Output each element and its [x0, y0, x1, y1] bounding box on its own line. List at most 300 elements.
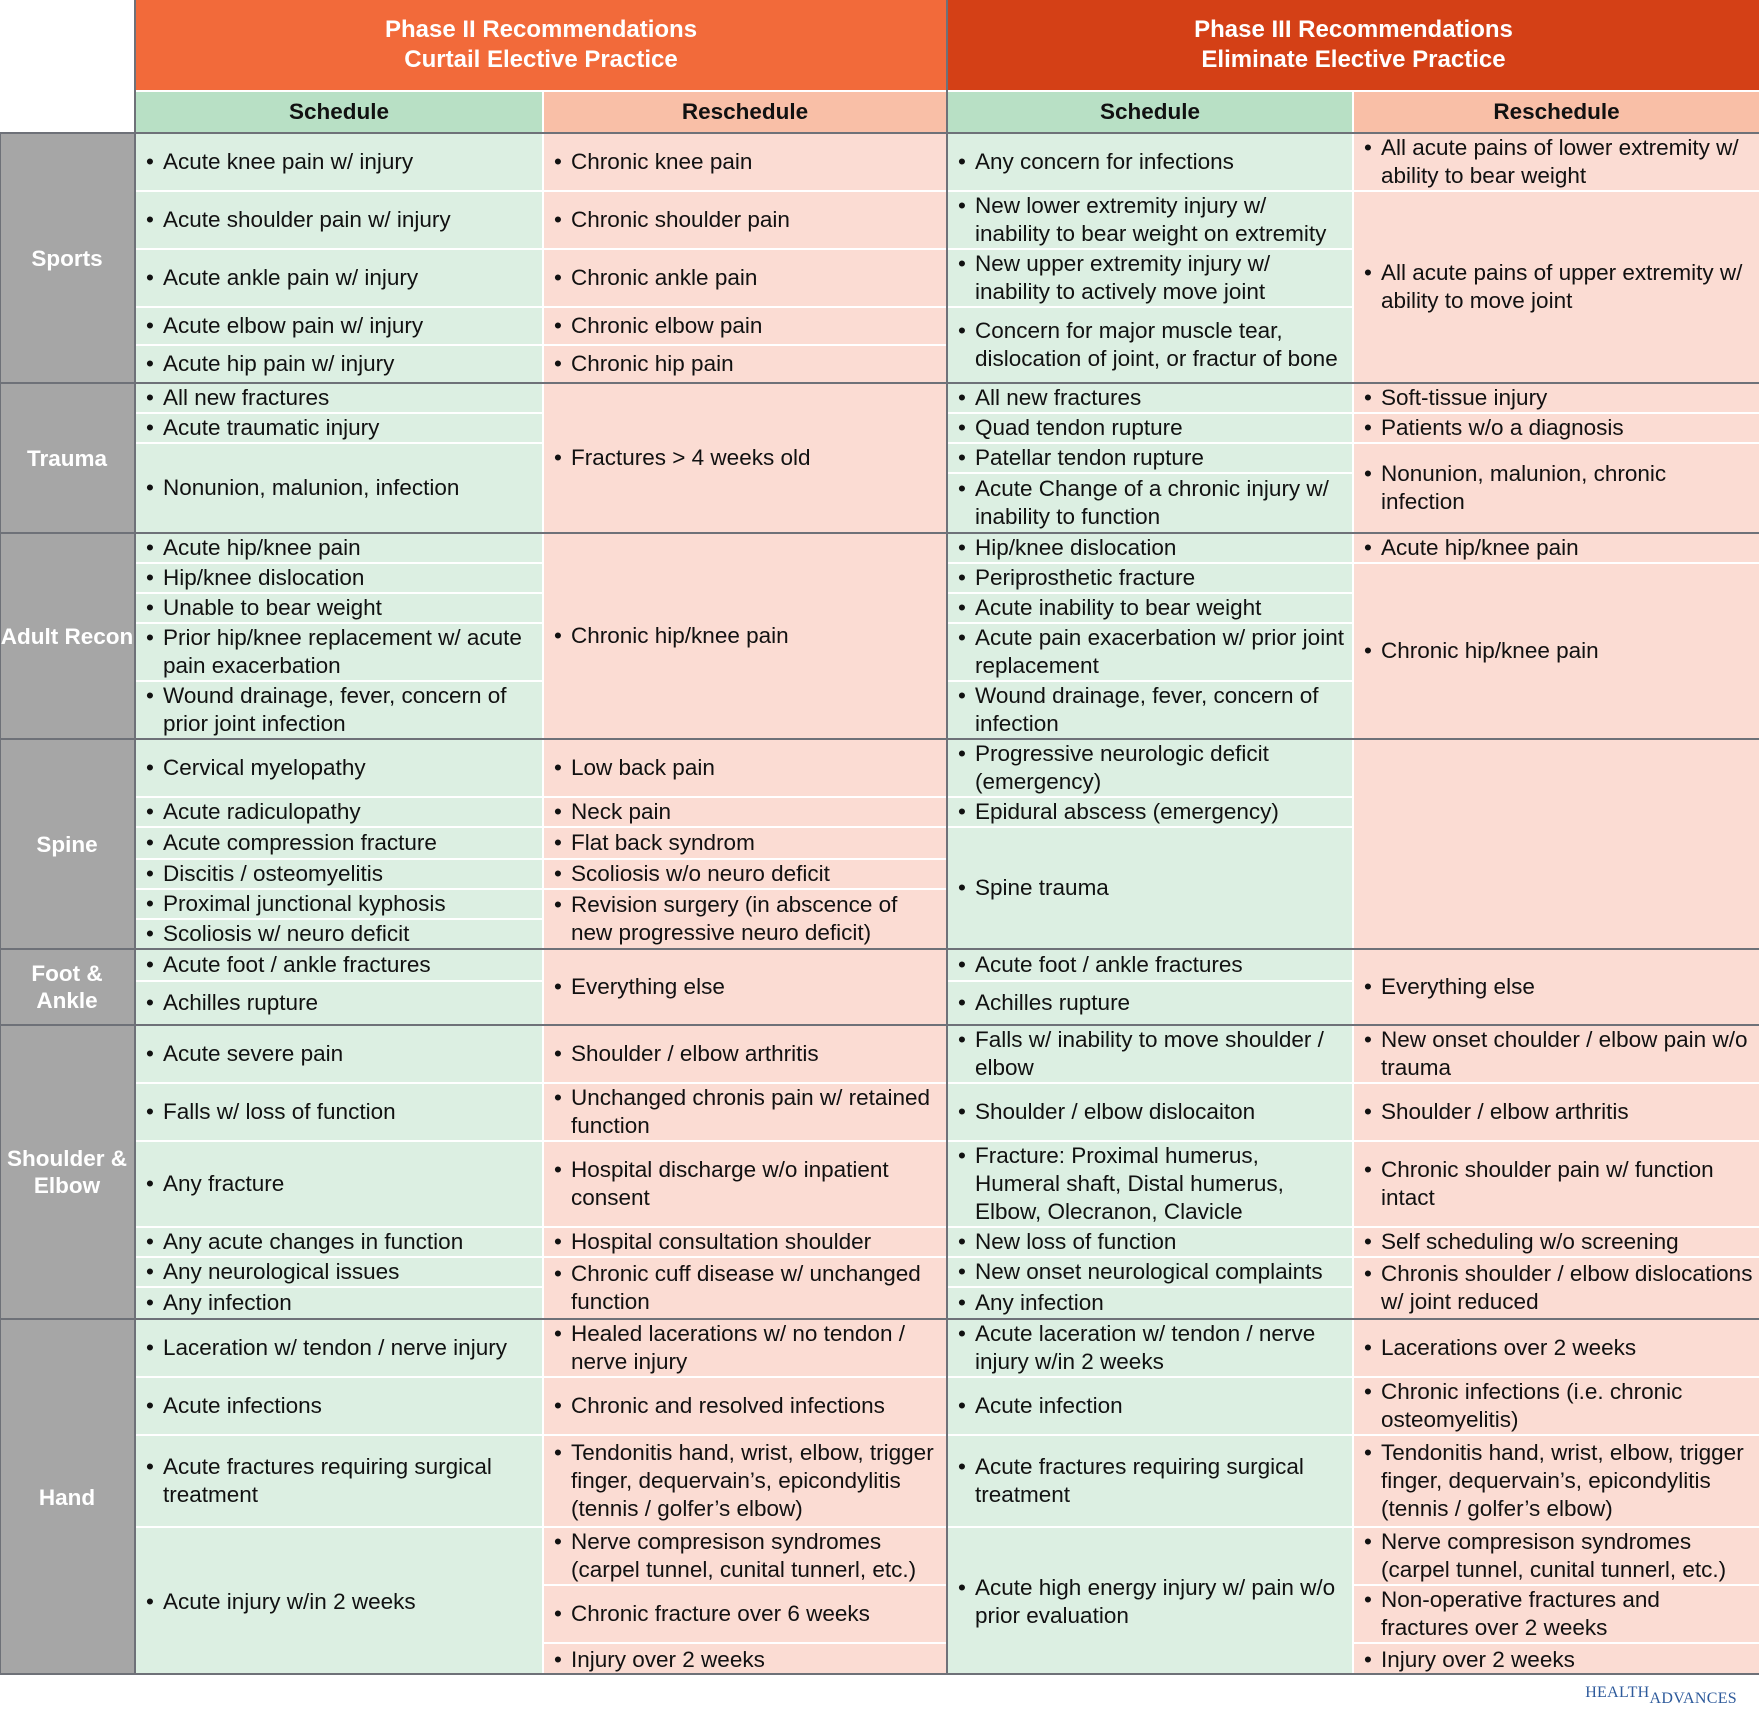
- trauma-p3r-cell: [1354, 444, 1759, 532]
- bullet: •: [554, 265, 562, 290]
- category-label: Sports: [0, 134, 134, 382]
- trauma-p2r-cell: [544, 384, 946, 532]
- bullet: •: [958, 149, 966, 174]
- bullet: •: [146, 1454, 154, 1479]
- bullet: •: [958, 952, 966, 977]
- hand-p2s-cell: [136, 1528, 542, 1675]
- item-text: Chronis shoulder / elbow dislocations w/ joint reduced: [1381, 1261, 1753, 1314]
- bullet: •: [146, 595, 154, 620]
- item-text: Discitis / osteomyelitis: [163, 861, 384, 886]
- foot-p2r-cell: [544, 950, 946, 1024]
- item-text: Any infection: [975, 1290, 1104, 1315]
- bullet: •: [146, 207, 154, 232]
- item-text: Nonunion, malunion, chronic infection: [1381, 461, 1667, 514]
- phase3-reschedule-header: Reschedule: [1354, 92, 1759, 132]
- item-text: Acute ankle pain w/ injury: [163, 265, 419, 290]
- bullet: •: [146, 1229, 154, 1254]
- item-text: Falls w/ loss of function: [163, 1099, 396, 1124]
- item-text: Acute traumatic injury: [163, 415, 380, 440]
- item-text: Epidural abscess (emergency): [975, 799, 1279, 824]
- sports-p3r-cell: [1354, 134, 1759, 190]
- foot-p3r-cell: [1354, 950, 1759, 1024]
- hand-p3r-cell: [1354, 1644, 1759, 1675]
- bullet: •: [958, 990, 966, 1015]
- hand-p2r-cell: [544, 1644, 946, 1675]
- sports-p2r-cell: [544, 346, 946, 382]
- item-text: Soft-tissue injury: [1381, 385, 1548, 410]
- recon-p2s-cell: [136, 624, 542, 680]
- phase3-title: Phase III Recommendations: [1194, 16, 1513, 43]
- bullet: •: [958, 595, 966, 620]
- bullet: •: [146, 565, 154, 590]
- bullet: •: [1364, 1335, 1372, 1360]
- hand-p2s-cell: [136, 1436, 542, 1526]
- item-text: Chronic infections (i.e. chronic osteomyelitis): [1381, 1379, 1683, 1432]
- bullet: •: [958, 799, 966, 824]
- bullet: •: [554, 1393, 562, 1418]
- recon-p3r-cell: [1354, 564, 1759, 738]
- item-text: Acute hip/knee pain: [1381, 535, 1579, 560]
- bullet: •: [146, 149, 154, 174]
- bullet: •: [146, 1588, 154, 1614]
- item-text: Prior hip/knee replacement w/ acute pain exacerbation: [163, 625, 522, 678]
- bullet: •: [146, 1290, 154, 1315]
- bullet: •: [554, 1085, 562, 1110]
- shoulder-p2s-cell: [136, 1258, 542, 1286]
- hand-p3r-cell: [1354, 1378, 1759, 1434]
- sports-p3s-cell: [948, 308, 1352, 382]
- bullet: •: [958, 385, 966, 410]
- shoulder-p2s-cell: [136, 1026, 542, 1082]
- item-text: Acute foot / ankle fractures: [163, 952, 431, 977]
- item-text: Scoliosis w/ neuro deficit: [163, 921, 410, 946]
- bullet: •: [554, 1229, 562, 1254]
- spine-p2s-cell: [136, 920, 542, 948]
- item-text: Quad tendon rupture: [975, 415, 1183, 440]
- item-text: Lacerations over 2 weeks: [1381, 1335, 1637, 1360]
- item-text: Tendonitis hand, wrist, elbow, trigger finger, dequervain’s, epicondylitis (tennis / golfer’s elbow): [1381, 1440, 1744, 1521]
- bullet: •: [554, 313, 562, 338]
- item-text: Chronic shoulder pain w/ function intact: [1381, 1157, 1714, 1210]
- item-text: Revision surgery (in abscence of new progressive neuro deficit): [571, 892, 898, 945]
- bullet: •: [958, 741, 966, 766]
- bullet: •: [146, 1041, 154, 1066]
- bullet: •: [146, 535, 154, 560]
- trauma-p2s-cell: [136, 414, 542, 442]
- hand-p3s-cell: [948, 1528, 1352, 1675]
- item-text: Unable to bear weight: [163, 595, 382, 620]
- shoulder-p2r-cell: [544, 1142, 946, 1226]
- item-text: Injury over 2 weeks: [571, 1646, 765, 1672]
- bullet: •: [958, 193, 966, 218]
- logo-health: HEALTH: [1585, 1684, 1650, 1701]
- phase2-title: Phase II Recommendations: [384, 16, 698, 43]
- shoulder-p3s-cell: [948, 1288, 1352, 1318]
- hand-p3r-cell: [1354, 1586, 1759, 1642]
- hand-p3s-cell: [948, 1436, 1352, 1526]
- recon-p3r-cell: [1354, 534, 1759, 562]
- item-text: Acute infection: [975, 1393, 1123, 1418]
- shoulder-p3s-cell: [948, 1026, 1352, 1082]
- bullet: •: [146, 990, 154, 1015]
- bullet: •: [146, 313, 154, 338]
- shoulder-p3r-cell: [1354, 1026, 1759, 1082]
- item-text: Chronic knee pain: [571, 149, 753, 174]
- phase2-reschedule-header: Reschedule: [544, 92, 946, 132]
- bullet: •: [554, 892, 562, 917]
- sports-p2s-cell: [136, 346, 542, 382]
- bullet: •: [554, 755, 562, 780]
- recon-p3s-cell: [948, 594, 1352, 622]
- bullet: •: [958, 476, 966, 501]
- bullet: •: [146, 1099, 154, 1124]
- sports-p2r-cell: [544, 250, 946, 306]
- sports-p3r-cell: [1354, 192, 1759, 382]
- row-divider: [0, 532, 1759, 534]
- item-text: Wound drainage, fever, concern of infection: [975, 683, 1319, 736]
- bullet: •: [146, 1171, 154, 1196]
- shoulder-p3s-cell: [948, 1142, 1352, 1226]
- bullet: •: [146, 385, 154, 410]
- item-text: Acute elbow pain w/ injury: [163, 313, 424, 338]
- bullet: •: [146, 683, 154, 708]
- item-text: Flat back syndrom: [571, 830, 755, 855]
- item-text: Acute inability to bear weight: [975, 595, 1262, 620]
- item-text: Neck pain: [571, 799, 672, 824]
- recon-p2s-cell: [136, 534, 542, 562]
- item-text: Patients w/o a diagnosis: [1381, 415, 1624, 440]
- recon-p3s-cell: [948, 682, 1352, 738]
- bullet: •: [1364, 1099, 1372, 1124]
- bullet: •: [958, 535, 966, 560]
- trauma-p2s-cell: [136, 444, 542, 532]
- item-text: Progressive neurologic deficit (emergency): [975, 741, 1269, 794]
- bullet: •: [1364, 1027, 1372, 1052]
- bullet: •: [958, 1321, 966, 1346]
- recon-p3s-cell: [948, 534, 1352, 562]
- item-text: Acute radiculopathy: [163, 799, 361, 824]
- phase2-subtitle: Curtail Elective Practice: [404, 46, 678, 73]
- bullet: •: [1364, 1646, 1372, 1672]
- bullet: •: [1364, 1440, 1372, 1465]
- bullet: •: [958, 1574, 966, 1600]
- row-divider: [0, 948, 1759, 950]
- item-text: Healed lacerations w/ no tendon / nerve injury: [571, 1321, 905, 1374]
- hand-p2r-cell: [544, 1436, 946, 1526]
- item-text: Acute foot / ankle fractures: [975, 952, 1243, 977]
- sports-p2s-cell: [136, 192, 542, 248]
- hand-p3s-cell: [948, 1378, 1352, 1434]
- shoulder-p2s-cell: [136, 1228, 542, 1256]
- trauma-p3s-cell: [948, 384, 1352, 412]
- item-text: Shoulder / elbow arthritis: [571, 1041, 819, 1066]
- bullet: •: [958, 1099, 966, 1124]
- bullet: •: [958, 318, 966, 343]
- spine-p2s-cell: [136, 890, 542, 918]
- item-text: Fracture: Proximal humerus, Humeral shaft, Distal humerus, Elbow, Olecranon, Clavicle: [975, 1143, 1284, 1224]
- bullet: •: [146, 475, 154, 500]
- item-text: Acute hip/knee pain: [163, 535, 361, 560]
- shoulder-p2r-cell: [544, 1084, 946, 1140]
- shoulder-p2r-cell: [544, 1228, 946, 1256]
- column-divider: [0, 132, 1, 1675]
- sports-p2r-cell: [544, 134, 946, 190]
- foot-p3s-cell: [948, 950, 1352, 980]
- item-text: Spine trauma: [975, 875, 1109, 900]
- spine-p3s-cell: [948, 828, 1352, 948]
- spine-p3s-cell: [948, 740, 1352, 796]
- phase2-schedule-header: Schedule: [136, 92, 542, 132]
- bullet: •: [1364, 1157, 1372, 1182]
- item-text: Acute high energy injury w/ pain w/o prior evaluation: [975, 1574, 1336, 1628]
- hand-p2r-cell: [544, 1528, 946, 1584]
- category-label: Trauma: [0, 384, 134, 532]
- recon-p3s-cell: [948, 564, 1352, 592]
- column-divider: [134, 0, 136, 1675]
- item-text: Unchanged chronis pain w/ retained function: [571, 1085, 930, 1138]
- bullet: •: [146, 952, 154, 977]
- bullet: •: [146, 415, 154, 440]
- bullet: •: [146, 265, 154, 290]
- bullet: •: [1364, 1229, 1372, 1254]
- bullet: •: [958, 415, 966, 440]
- item-text: Achilles rupture: [975, 990, 1131, 1015]
- phase3-subtitle: Eliminate Elective Practice: [1201, 46, 1506, 73]
- bullet: •: [146, 921, 154, 946]
- bullet: •: [1364, 1529, 1372, 1554]
- item-text: Scoliosis w/o neuro deficit: [571, 861, 830, 886]
- sports-p3s-cell: [948, 250, 1352, 306]
- spine-p3s-cell: [948, 798, 1352, 826]
- spine-p2r-cell: [544, 860, 946, 888]
- item-text: Wound drainage, fever, concern of prior joint infection: [163, 683, 507, 736]
- item-text: Any fracture: [163, 1171, 285, 1196]
- item-text: Acute hip pain w/ injury: [163, 351, 395, 376]
- bullet: •: [958, 445, 966, 470]
- item-text: All new fractures: [975, 385, 1142, 410]
- item-text: Hip/knee dislocation: [163, 565, 365, 590]
- shoulder-p3r-cell: [1354, 1258, 1759, 1318]
- bullet: •: [146, 799, 154, 824]
- spine-p2r-cell: [544, 740, 946, 796]
- category-label: Foot & Ankle: [0, 950, 134, 1024]
- item-text: Chronic cuff disease w/ unchanged function: [571, 1261, 921, 1314]
- trauma-p2s-cell: [136, 384, 542, 412]
- item-text: Nerve compresison syndromes (carpel tunnel, cunital tunnerl, etc.): [571, 1529, 917, 1582]
- phase3-header: [948, 0, 1759, 90]
- item-text: Concern for major muscle tear, dislocation of joint, or fractur of bone: [975, 318, 1338, 371]
- bullet: •: [146, 1259, 154, 1284]
- item-text: Chronic hip pain: [571, 351, 734, 376]
- bullet: •: [1364, 415, 1372, 440]
- item-text: Self scheduling w/o screening: [1381, 1229, 1679, 1254]
- hand-p3s-cell: [948, 1320, 1352, 1376]
- spine-p2r-cell: [544, 798, 946, 826]
- recon-p3s-cell: [948, 624, 1352, 680]
- item-text: Acute knee pain w/ injury: [163, 149, 414, 174]
- bullet: •: [554, 351, 562, 376]
- bullet: •: [1364, 385, 1372, 410]
- item-text: Nerve compresison syndromes (carpel tunnel, cunital tunnerl, etc.): [1381, 1529, 1727, 1582]
- spine-p2s-cell: [136, 828, 542, 858]
- row-divider: [0, 1024, 1759, 1026]
- item-text: Chronic shoulder pain: [571, 207, 790, 232]
- item-text: Chronic hip/knee pain: [571, 623, 789, 648]
- bullet: •: [554, 1041, 562, 1066]
- bullet: •: [1364, 638, 1372, 663]
- item-text: Hospital discharge w/o inpatient consent: [571, 1157, 889, 1210]
- spine-p2r-cell: [544, 890, 946, 948]
- recon-p2s-cell: [136, 564, 542, 592]
- bullet: •: [958, 565, 966, 590]
- category-label: Adult Recon: [0, 534, 134, 738]
- bullet: •: [554, 1646, 562, 1672]
- bullet: •: [958, 1290, 966, 1315]
- item-text: Acute fractures requiring surgical treatment: [975, 1454, 1304, 1507]
- row-divider: [0, 1673, 1759, 1675]
- hand-p2s-cell: [136, 1378, 542, 1434]
- item-text: Acute Change of a chronic injury w/ inability to function: [975, 476, 1329, 529]
- foot-p3s-cell: [948, 982, 1352, 1024]
- row-divider: [0, 382, 1759, 384]
- item-text: Acute injury w/in 2 weeks: [163, 1588, 416, 1614]
- sports-p2r-cell: [544, 192, 946, 248]
- hand-p2s-cell: [136, 1320, 542, 1376]
- bullet: •: [958, 625, 966, 650]
- bullet: •: [958, 1259, 966, 1284]
- recon-p2s-cell: [136, 594, 542, 622]
- sports-p3s-cell: [948, 192, 1352, 248]
- item-text: Shoulder / elbow dislocaiton: [975, 1099, 1256, 1124]
- hand-p2r-cell: [544, 1378, 946, 1434]
- shoulder-p2r-cell: [544, 1258, 946, 1318]
- bullet: •: [146, 1393, 154, 1418]
- row-divider: [0, 738, 1759, 740]
- item-text: Any neurological issues: [163, 1259, 400, 1284]
- foot-p2s-cell: [136, 950, 542, 980]
- bullet: •: [958, 1393, 966, 1418]
- item-text: Periprosthetic fracture: [975, 565, 1196, 590]
- shoulder-p2r-cell: [544, 1026, 946, 1082]
- item-text: Acute infections: [163, 1393, 322, 1418]
- sports-p3s-cell: [948, 134, 1352, 190]
- item-text: Everything else: [571, 974, 725, 999]
- bullet: •: [146, 351, 154, 376]
- sports-p2s-cell: [136, 250, 542, 306]
- item-text: Shoulder / elbow arthritis: [1381, 1099, 1629, 1124]
- item-text: Falls w/ inability to move shoulder / elbow: [975, 1027, 1324, 1080]
- bullet: •: [1364, 535, 1372, 560]
- item-text: Chronic ankle pain: [571, 265, 758, 290]
- column-divider: [946, 0, 948, 1675]
- item-text: Any acute changes in function: [163, 1229, 464, 1254]
- bullet: •: [554, 1321, 562, 1346]
- hand-p3r-cell: [1354, 1320, 1759, 1376]
- item-text: Acute fractures requiring surgical treatment: [163, 1454, 492, 1507]
- item-text: Injury over 2 weeks: [1381, 1646, 1575, 1672]
- bullet: •: [958, 1229, 966, 1254]
- item-text: Everything else: [1381, 974, 1535, 999]
- bullet: •: [554, 830, 562, 855]
- bullet: •: [554, 207, 562, 232]
- item-text: Any concern for infections: [975, 149, 1234, 174]
- shoulder-p3r-cell: [1354, 1142, 1759, 1226]
- item-text: New upper extremity injury w/ inability to actively move joint: [975, 251, 1271, 304]
- hand-p2r-cell: [544, 1586, 946, 1642]
- sports-p2s-cell: [136, 308, 542, 344]
- bullet: •: [146, 1335, 154, 1360]
- health-advances-logo: [1585, 1684, 1737, 1707]
- spine-p2r-cell: [544, 828, 946, 858]
- bullet: •: [554, 623, 562, 648]
- item-text: Patellar tendon rupture: [975, 445, 1204, 470]
- shoulder-p3s-cell: [948, 1228, 1352, 1256]
- item-text: Chronic hip/knee pain: [1381, 638, 1599, 663]
- item-text: All acute pains of upper extremity w/ ability to move joint: [1381, 260, 1743, 313]
- shoulder-p2s-cell: [136, 1288, 542, 1318]
- trauma-p3s-cell: [948, 474, 1352, 532]
- item-text: New onset neurological complaints: [975, 1259, 1323, 1284]
- bullet: •: [554, 861, 562, 886]
- recon-p2s-cell: [136, 682, 542, 738]
- item-text: Hip/knee dislocation: [975, 535, 1177, 560]
- spine-p2s-cell: [136, 860, 542, 888]
- bullet: •: [146, 861, 154, 886]
- bullet: •: [554, 1157, 562, 1182]
- shoulder-p2s-cell: [136, 1142, 542, 1226]
- bullet: •: [1364, 461, 1372, 486]
- bullet: •: [554, 149, 562, 174]
- hand-p3r-cell: [1354, 1436, 1759, 1526]
- bullet: •: [958, 251, 966, 276]
- trauma-p3r-cell: [1354, 384, 1759, 412]
- item-text: New onset choulder / elbow pain w/o trauma: [1381, 1027, 1748, 1080]
- bullet: •: [1364, 135, 1372, 160]
- bullet: •: [1364, 1379, 1372, 1404]
- bullet: •: [958, 875, 966, 900]
- category-label: Hand: [0, 1320, 134, 1675]
- bullet: •: [146, 755, 154, 780]
- bullet: •: [1364, 1587, 1372, 1612]
- foot-p2s-cell: [136, 982, 542, 1024]
- bullet: •: [554, 1529, 562, 1554]
- bullet: •: [554, 799, 562, 824]
- bullet: •: [554, 445, 562, 470]
- item-text: Proximal junctional kyphosis: [163, 891, 446, 916]
- bullet: •: [958, 1454, 966, 1479]
- item-text: Acute pain exacerbation w/ prior joint replacement: [975, 625, 1344, 678]
- item-text: Acute laceration w/ tendon / nerve injury w/in 2 weeks: [975, 1321, 1316, 1374]
- phase3-schedule-header: Schedule: [948, 92, 1352, 132]
- category-label: Spine: [0, 740, 134, 948]
- item-text: Tendonitis hand, wrist, elbow, trigger finger, dequervain’s, epicondylitis (tennis / golfer’s elbow): [571, 1440, 934, 1521]
- shoulder-p3r-cell: [1354, 1084, 1759, 1140]
- hand-p2r-cell: [544, 1320, 946, 1376]
- bullet: •: [958, 1027, 966, 1052]
- item-text: Fractures > 4 weeks old: [571, 445, 811, 470]
- bullet: •: [1364, 260, 1372, 285]
- category-label: Shoulder & Elbow: [0, 1026, 134, 1318]
- bullet: •: [146, 625, 154, 650]
- sports-p2r-cell: [544, 308, 946, 344]
- shoulder-p3s-cell: [948, 1258, 1352, 1286]
- bullet: •: [554, 974, 562, 999]
- item-text: Cervical myelopathy: [163, 755, 366, 780]
- shoulder-p3r-cell: [1354, 1228, 1759, 1256]
- logo-advances: ADVANCES: [1649, 1690, 1737, 1707]
- shoulder-p2s-cell: [136, 1084, 542, 1140]
- row-divider: [0, 1318, 1759, 1320]
